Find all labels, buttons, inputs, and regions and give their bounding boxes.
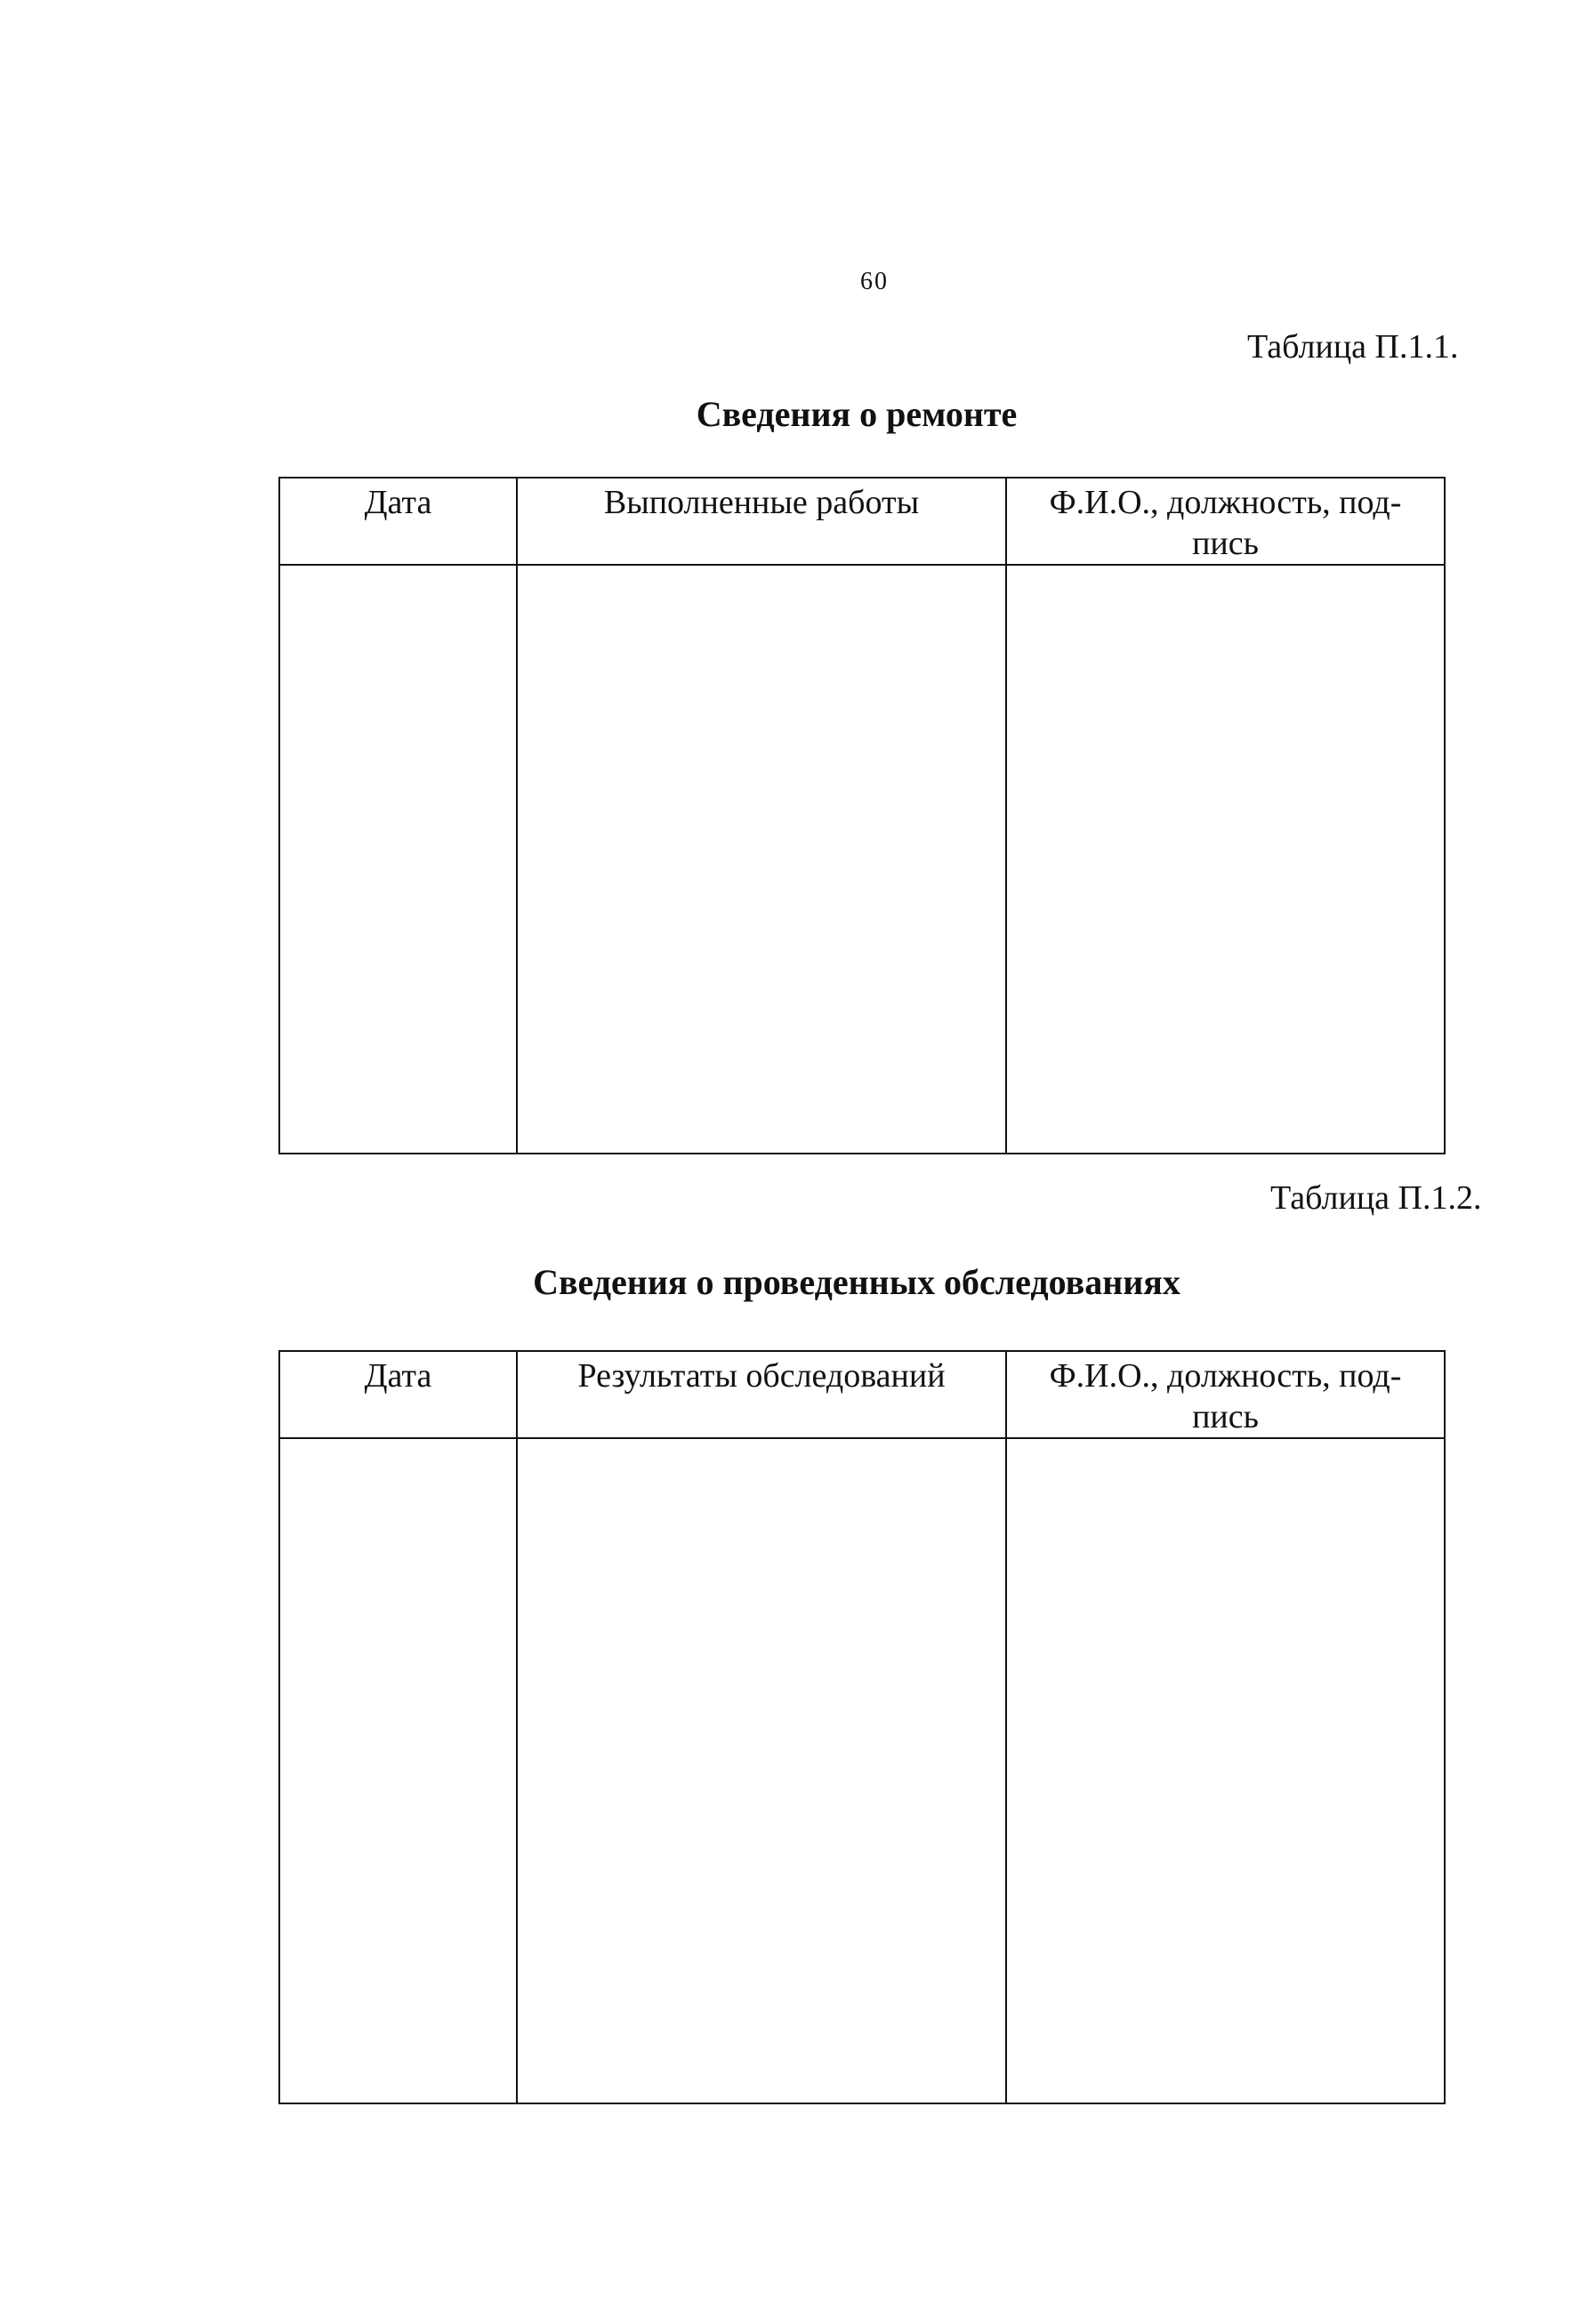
page-number: 60 (860, 268, 889, 295)
date-cell (279, 565, 517, 1154)
column-header-work-done: Выполненные работы (517, 478, 1006, 565)
table-row (279, 565, 1445, 1154)
column-header-date: Дата (279, 478, 517, 565)
column-header-date: Дата (279, 1351, 517, 1438)
table-row (279, 1438, 1445, 2103)
repair-table (278, 477, 1446, 1154)
inspection-table-caption: Таблица П.1.2. (1270, 1179, 1482, 1217)
repair-table-header-row (279, 478, 1445, 565)
work-done-cell (517, 565, 1006, 1154)
date-cell (279, 1438, 517, 2103)
column-header-name-position-signature: Ф.И.О., должность, под-пись (1006, 478, 1445, 565)
inspection-section-title: Сведения о проведенных обследованиях (533, 1262, 1180, 1302)
column-header-name-position-signature: Ф.И.О., должность, под-пись (1006, 1351, 1445, 1438)
signature-cell (1006, 565, 1445, 1154)
column-header-inspection-results: Результаты обследований (517, 1351, 1006, 1438)
inspection-table-header-row (279, 1351, 1445, 1438)
inspection-table (278, 1350, 1446, 2104)
repair-section-title: Сведения о ремонте (696, 394, 1018, 434)
repair-table-caption: Таблица П.1.1. (1247, 328, 1459, 366)
inspection-results-cell (517, 1438, 1006, 2103)
signature-cell (1006, 1438, 1445, 2103)
